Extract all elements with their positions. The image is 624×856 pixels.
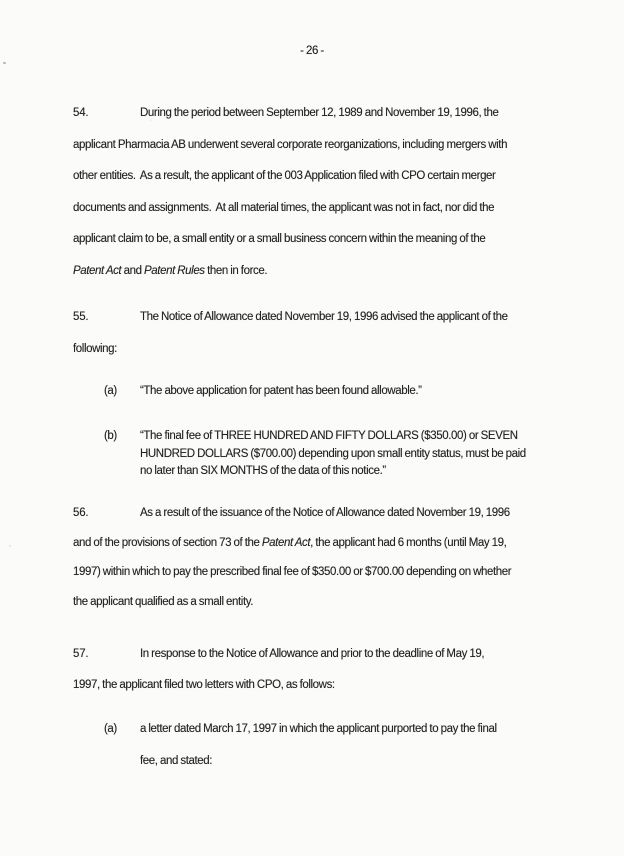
text-run: and [121,264,145,277]
body-line [73,161,618,193]
paragraph-55 [73,301,618,365]
text-run: a letter dated March 17, 1997 in which the applicant purported to pay the final [140,723,497,735]
body-line [73,529,618,559]
subitem-label: (a) [104,385,117,397]
body-line [140,428,618,446]
text-run: the applicant qualified as a small entity. [73,595,254,608]
text-run-italic: Patent Rules [144,264,205,277]
paragraph-number: 55. [73,311,89,323]
text-run: , the applicant had 6 months (until May 19, [310,536,507,549]
text-run-italic: Patent Act [73,264,122,277]
body-line [73,588,618,618]
text-run: HUNDRED DOLLARS ($700.00) depending upon small entity status, must be paid [140,447,526,460]
body-line [73,256,618,288]
body-line [73,224,618,256]
paragraph-56 [73,499,618,617]
paragraph-57 [73,639,618,700]
subitem-55a [73,381,618,401]
text-run: “The above application for patent has been found allowable.” [140,385,422,397]
body-line [73,301,618,333]
body-line [73,98,618,130]
text-run: applicant claim to be, a small entity or a small business concern within the meaning of the [73,233,486,246]
scan-speck [9,545,11,547]
body-line [140,381,618,401]
body-line [140,745,618,777]
subitem-label: (b) [104,430,117,442]
text-run: and of the provisions of section 73 of the [73,536,262,549]
body-line [73,333,618,365]
body-line [73,670,618,701]
subitem-label: (a) [104,723,117,735]
subitem-55b [73,428,618,481]
text-run: The Notice of Allowance dated November 19, 1996 advised the applicant of the [140,311,508,323]
scan-speck [3,62,6,64]
body-line [73,499,618,529]
text-run-italic: Patent Act [261,536,311,549]
text-run: 1997) within which to pay the prescribed final fee of $350.00 or $700.00 depending on whether [73,566,512,578]
text-run: other entities. As a result, the applicant of the 003 Application filed with CPO certain merger [73,170,496,183]
text-run: “The final fee of THREE HUNDRED AND FIFTY DOLLARS ($350.00) or SEVEN [140,430,518,442]
paragraph-number: 56. [73,507,89,519]
body-line [73,558,618,588]
text-run: In response to the Notice of Allowance and prior to the deadline of May 19, [140,648,485,660]
body-line [73,193,618,225]
page-number: - 26 - [300,45,324,57]
text-run: During the period between September 12, 1989 and November 19, 1996, the [140,107,499,119]
text-run: applicant Pharmacia AB underwent several corporate reorganizations, including mergers with [73,138,508,151]
text-run: then in force. [204,264,268,277]
body-line [140,446,618,464]
text-run: following: [73,343,117,355]
body-line [73,130,618,162]
body-line [140,713,618,745]
paragraph-number: 57. [73,648,89,660]
subitem-57a [73,713,618,777]
text-run: documents and assignments. At all material times, the applicant was not in fact, nor did the [73,201,495,214]
text-run: As a result of the issuance of the Notice of Allowance dated November 19, 1996 [140,507,510,519]
paragraph-number: 54. [73,107,89,119]
body-line [73,639,618,670]
text-run: no later than SIX MONTHS of the data of this notice.” [140,465,386,477]
paragraph-54 [73,98,618,288]
text-run: 1997, the applicant filed two letters with CPO, as follows: [73,678,335,691]
body-line [140,463,618,481]
text-run: fee, and stated: [140,755,213,767]
